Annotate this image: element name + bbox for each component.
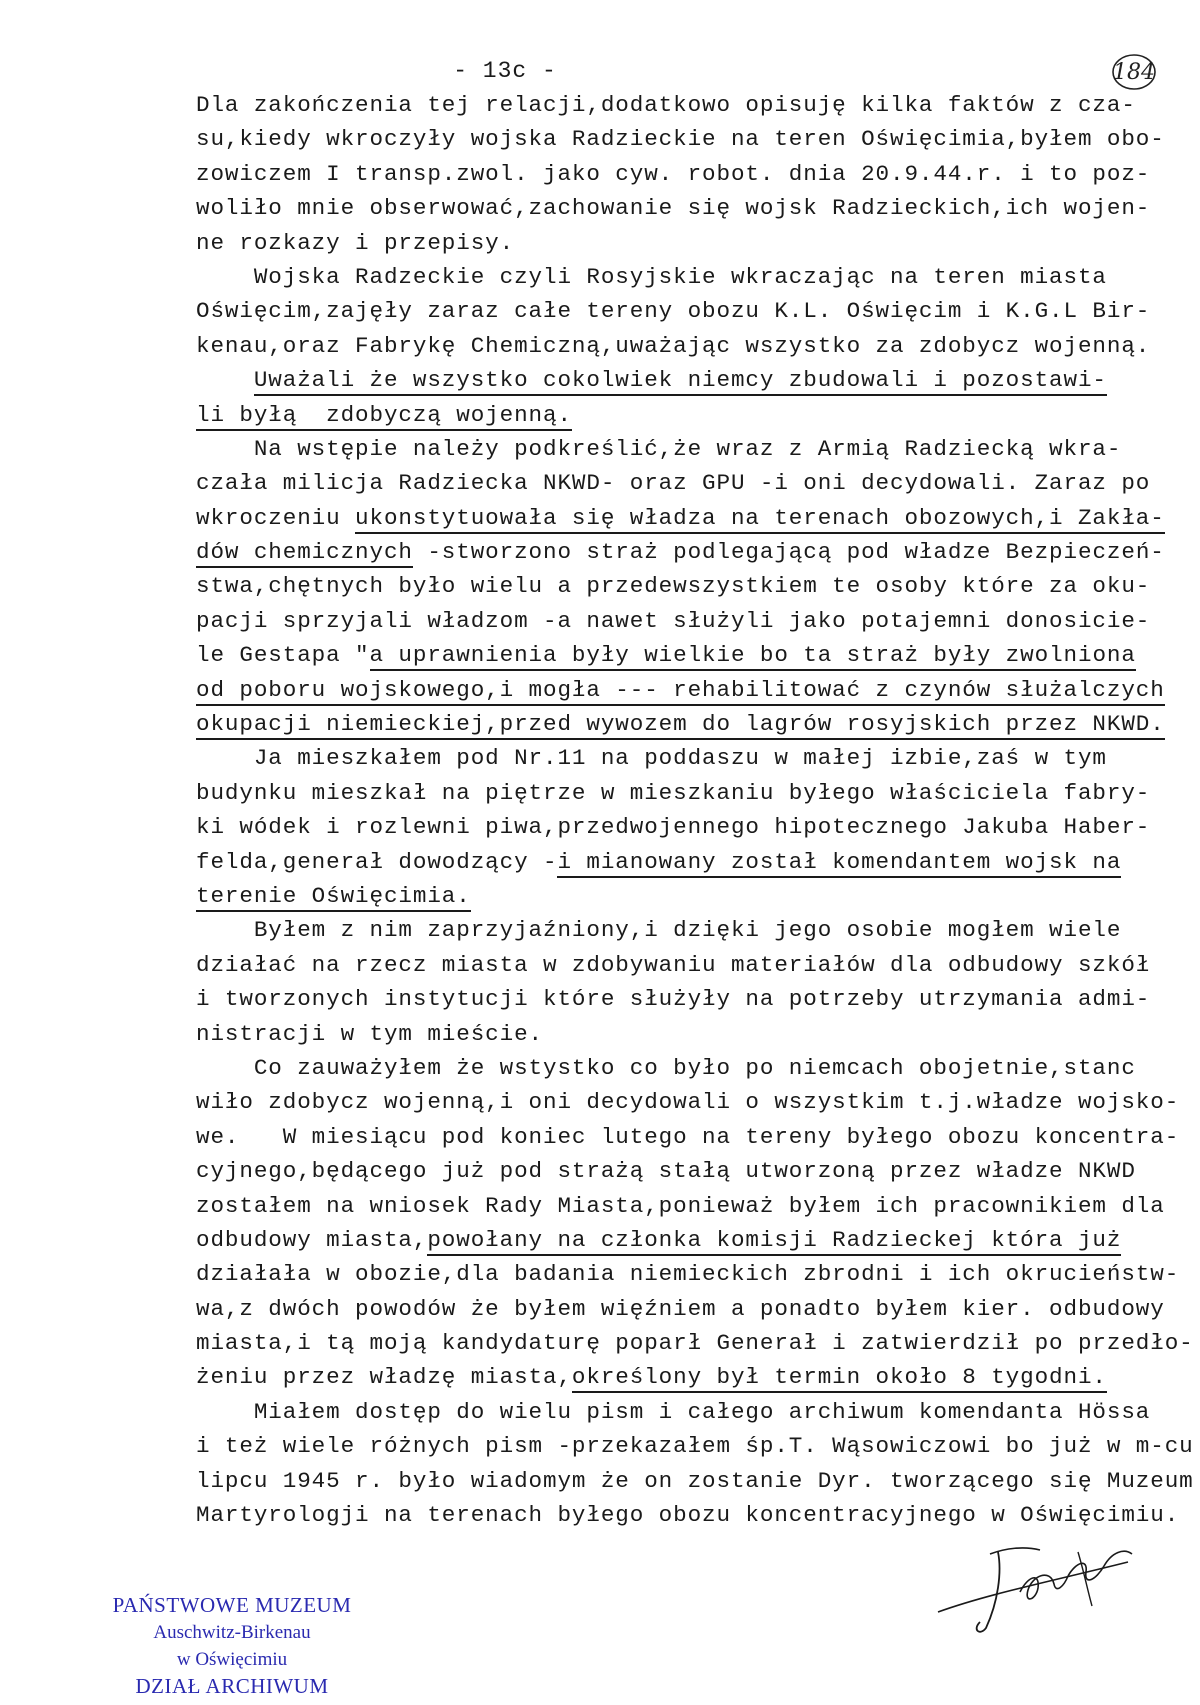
text-segment: we. W miesiącu pod koniec lutego na tereny byłego obozu koncentra- <box>196 1123 1180 1150</box>
underlined-text: dów chemicznych <box>196 539 413 568</box>
text-line <box>196 466 1151 500</box>
underlined-text: powołany na członka komisji Radzieckej która już <box>427 1227 1121 1256</box>
text-segment: odbudowy miasta, <box>196 1226 428 1253</box>
text-line <box>196 1464 1194 1498</box>
underlined-text: Uważali że wszystko cokolwiek niemcy zbudowali i pozostawi- <box>254 367 1107 396</box>
text-line <box>196 1360 1140 1394</box>
text-line <box>196 1223 1140 1257</box>
text-line <box>196 501 1165 535</box>
underlined-text: od poboru wojskowego,i mogła --- rehabilitować z czynów służalczych <box>196 677 1165 706</box>
text-line <box>196 1498 1180 1532</box>
text-segment <box>196 367 254 393</box>
text-line <box>196 1189 1165 1223</box>
text-segment: woliło mnie obserwować,zachowanie się wojsk Radzieckich,ich wojen- <box>196 195 1151 222</box>
text-segment: Co zauważyłem że wstystko co było po niemcach obojetnie,stanc <box>196 1054 1136 1081</box>
text-segment: żeniu przez władzę miasta, <box>196 1364 572 1391</box>
text-segment: Oświęcim,zajęły zaraz całe tereny obozu K.L. Oświęcim i K.G.L Bir- <box>196 298 1151 325</box>
text-segment: wiło zdobycz wojenną,i oni decydowali o wszystkim t.j.władze wojsko- <box>196 1089 1180 1116</box>
text-line <box>196 673 1165 707</box>
text-line <box>196 191 1151 225</box>
text-line <box>196 535 1165 569</box>
text-line <box>196 1292 1165 1326</box>
text-segment: lipcu 1945 r. było wiadomym że on zostanie Dyr. tworzącego się Muzeum <box>196 1467 1194 1494</box>
text-segment: Dla zakończenia tej relacji,dodatkowo opisuję kilka faktów z cza- <box>196 92 1136 118</box>
folio-number-text: 184 <box>1113 59 1155 85</box>
stamp-line-3: w Oświęcimiu <box>176 1649 288 1670</box>
text-line <box>196 845 1140 879</box>
stamp-line-4: DZIAŁ ARCHIWUM <box>135 1674 329 1698</box>
underlined-text: i mianowany został komendantem wojsk na <box>557 849 1121 878</box>
text-line <box>196 638 1140 672</box>
text-line <box>196 1154 1140 1188</box>
text-segment: miasta,i tą moją kandydaturę poparł Generał i zatwierdził po przedło- <box>196 1330 1194 1357</box>
text-segment: felda,generał dowodzący - <box>196 848 558 875</box>
text-segment: zostałem na wniosek Rady Miasta,ponieważ byłem ich pracownikiem dla <box>196 1192 1165 1219</box>
text-line <box>196 810 1151 844</box>
text-line <box>196 741 1140 775</box>
text-line <box>196 1017 1140 1051</box>
underlined-text: określony był termin około 8 tygodni. <box>572 1364 1107 1393</box>
text-segment: czała milicja Radziecka NKWD- oraz GPU -i oni decydowali. Zaraz po <box>196 470 1151 497</box>
text-line <box>196 569 1151 603</box>
text-line <box>196 363 1140 397</box>
handwritten-signature <box>928 1532 1148 1642</box>
archive-stamp <box>82 1592 382 1700</box>
text-line <box>196 260 1140 294</box>
text-segment: pacji sprzyjali władzom -a nawet służyli jako potajemni donosicie- <box>196 607 1151 634</box>
text-line <box>196 776 1151 810</box>
text-line <box>196 1429 1194 1463</box>
text-segment: działać na rzecz miasta w zdobywaniu materiałów dla odbudowy szkół <box>196 951 1151 978</box>
text-segment: nistracji w tym mieście. <box>196 1020 544 1047</box>
text-segment: i tworzonych instytucji które służyły na potrzeby utrzymania admi- <box>196 986 1151 1013</box>
text-segment: działała w obozie,dla badania niemieckich zbrodni i ich okrucieństw- <box>196 1261 1180 1288</box>
text-segment: i też wiele różnych pism -przekazałem śp.T. Wąsowiczowi bo już w m-cu <box>196 1433 1194 1460</box>
underlined-text: okupacji niemieckiej,przed wywozem do lagrów rosyjskich przez NKWD. <box>196 711 1165 740</box>
text-segment: Martyrologji na terenach byłego obozu koncentracyjnego w Oświęcimiu. <box>196 1502 1180 1529</box>
folio-number <box>1110 52 1158 92</box>
text-line <box>196 982 1151 1016</box>
text-line <box>196 122 1165 156</box>
typed-text-body <box>196 88 1194 1532</box>
text-line <box>196 1120 1180 1154</box>
text-line <box>196 398 1140 432</box>
text-line <box>196 604 1151 638</box>
stamp-line-1: PAŃSTWOWE MUZEUM <box>112 1593 352 1617</box>
text-segment: Na wstępie należy podkreślić,że wraz z Armią Radziecką wkra- <box>196 435 1122 462</box>
text-segment: le Gestapa " <box>196 642 370 669</box>
page-number: - 13c - <box>453 58 557 84</box>
text-segment: ne rozkazy i przepisy. <box>196 229 515 256</box>
text-line <box>196 1085 1180 1119</box>
text-segment: su,kiedy wkroczyły wojska Radzieckie na teren Oświęcimia,byłem obo- <box>196 126 1165 153</box>
text-line <box>196 329 1151 363</box>
text-line <box>196 948 1151 982</box>
text-line <box>196 707 1165 741</box>
text-line <box>196 913 1140 947</box>
underlined-text: ukonstytuowała się władza na terenach obozowych,i Zakła- <box>355 505 1165 534</box>
text-segment: Byłem z nim zaprzyjaźniony,i dzięki jego osobie mogłem wiele <box>196 917 1122 944</box>
text-line <box>196 1395 1151 1429</box>
text-segment: Ja mieszkałem pod Nr.11 na poddaszu w małej izbie,zaś w tym <box>196 745 1107 772</box>
underlined-text: li byłą zdobyczą wojenną. <box>196 402 572 431</box>
text-segment: ki wódek i rozlewni piwa,przedwojennego hipotecznego Jakuba Haber- <box>196 814 1151 841</box>
text-segment: cyjnego,będącego już pod strażą stałą utworzoną przez władze NKWD <box>196 1158 1136 1185</box>
text-line <box>196 1326 1194 1360</box>
text-line <box>196 157 1151 191</box>
text-line <box>196 1051 1140 1085</box>
text-segment: stwa,chętnych było wielu a przedewszystkiem te osoby które za oku- <box>196 573 1151 600</box>
underlined-text: terenie Oświęcimia. <box>196 883 471 912</box>
text-segment: kenau,oraz Fabrykę Chemiczną,uważając wszystko za zdobycz wojenną. <box>196 332 1151 359</box>
text-segment: wa,z dwóch powodów że byłem więźniem a ponadto byłem kier. odbudowy <box>196 1295 1165 1322</box>
text-segment: zowiczem I transp.zwol. jako cyw. robot. dnia 20.9.44.r. i to poz- <box>196 160 1151 187</box>
text-line <box>196 88 1140 122</box>
text-segment: wkroczeniu <box>196 504 356 531</box>
text-segment: Miałem dostęp do wielu pism i całego archiwum komendanta Hössa <box>196 1398 1151 1425</box>
text-segment: Wojska Radzeckie czyli Rosyjskie wkraczając na teren miasta <box>196 263 1107 290</box>
underlined-text: a uprawnienia były wielkie bo ta straż były zwolniona <box>370 642 1136 671</box>
text-line <box>196 294 1151 328</box>
text-line <box>196 879 1140 913</box>
text-line <box>196 1257 1180 1291</box>
text-line <box>196 432 1140 466</box>
stamp-line-2: Auschwitz-Birkenau <box>153 1622 311 1643</box>
text-segment: -stworzono straż podlegającą pod władze Bezpieczeń- <box>412 539 1165 566</box>
text-line <box>196 226 1140 260</box>
text-segment: budynku mieszkał na piętrze w mieszkaniu byłego właściciela fabry- <box>196 779 1151 806</box>
